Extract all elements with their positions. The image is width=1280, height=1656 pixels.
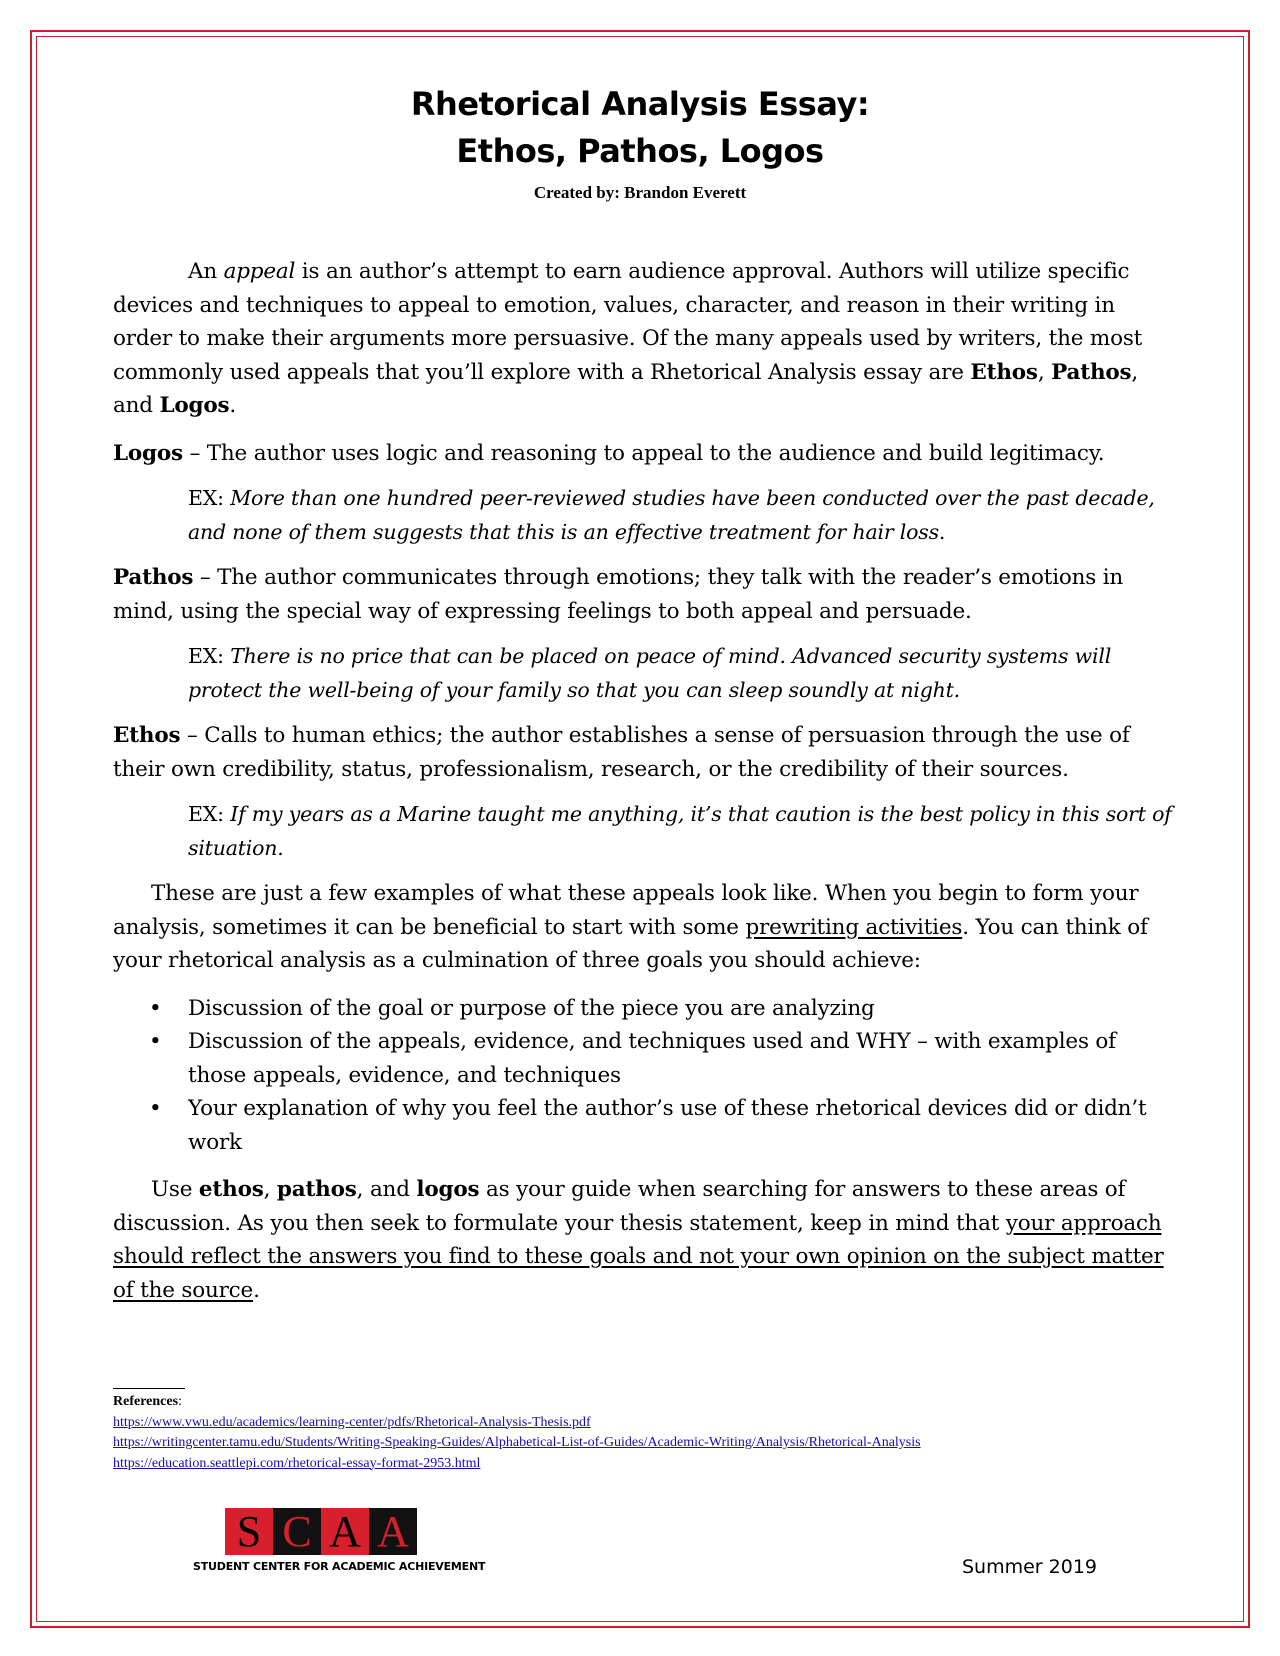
pathos-definition (113, 561, 1173, 628)
pathos-example (188, 640, 1173, 707)
intro-separator: , and (113, 359, 1139, 418)
closing-pathos-term: pathos (276, 1177, 357, 1202)
intro-separator: , (1037, 359, 1052, 385)
ethos-term: Ethos (113, 723, 181, 748)
list-item (113, 1092, 1173, 1159)
list-item (113, 992, 1173, 1026)
references-heading (113, 1392, 1193, 1413)
intro-pathos-term: Pathos (1051, 359, 1132, 385)
logo-letter: A (369, 1508, 417, 1555)
logos-term: Logos (113, 440, 183, 466)
ethos-definition (113, 719, 1173, 786)
logos-definition-text: – The author uses logic and reasoning to appeal to the audience and build legitimacy. (182, 440, 1105, 466)
goals-intro-paragraph (113, 877, 1173, 978)
pathos-example-text: There is no price that can be placed on peace of mind. Advanced security systems will protect the well-being of your family so that you can sleep soundly at night. (188, 644, 1112, 702)
example-label: EX (188, 486, 218, 510)
logos-definition (113, 437, 1173, 471)
bullet-icon: • (149, 1029, 162, 1054)
bullet-icon: • (149, 995, 162, 1021)
closing-text-start: Use (151, 1177, 199, 1202)
reference-link-tamu[interactable]: https://writingcenter.tamu.edu/Students/Writing-Speaking-Guides/Alphabetical-List-of-Guides/Academic-Writing/Analysis/Rhetorical-Analysis (113, 1435, 921, 1450)
publication-date: Summer 2019 (962, 1556, 1098, 1578)
closing-ethos-term: ethos (198, 1177, 264, 1202)
example-label: EX (188, 802, 218, 826)
reference-link-vwu[interactable]: https://www.vwu.edu/academics/learning-center/pdfs/Rhetorical-Analysis-Thesis.pdf (113, 1414, 591, 1430)
appeal-term: appeal (223, 259, 296, 284)
intro-ethos-term: Ethos (970, 359, 1038, 385)
closing-end: . (253, 1277, 260, 1303)
references-colon: : (178, 1394, 182, 1409)
ethos-example-text: If my years as a Marine taught me anything, it’s that caution is the best policy in this sort of situation. (188, 802, 1172, 860)
footnote-divider (113, 1388, 185, 1389)
logo-letter: S (225, 1508, 273, 1555)
goals-list (113, 992, 1173, 1160)
page-title-line2: Ethos, Pathos, Logos (456, 132, 824, 170)
example-label: EX (188, 644, 218, 668)
pathos-term: Pathos (113, 565, 194, 590)
logo-letter: C (273, 1508, 321, 1555)
intro-paragraph (113, 255, 1173, 423)
scaa-logo (225, 1508, 417, 1555)
reference-link-seattlepi[interactable]: https://education.seattlepi.com/rhetorical-essay-format-2953.html (113, 1455, 481, 1471)
prewriting-activities-link[interactable]: prewriting activities (745, 914, 963, 940)
intro-text-main: is an author’s attempt to earn audience approval. Authors will utilize specific devices and techniques to appeal to emotion, values, character, and reason in their writing in order to make their arguments more persuasive. Of the many appeals used by writers, the most commonly used appeals that you’ll explore with a Rhetorical Analysis essay are (113, 259, 1143, 385)
logo-letter: A (321, 1508, 369, 1555)
goal-text: Discussion of the appeals, evidence, and techniques used and WHY – with examples of those appeals, evidence, and techniques (188, 1029, 1116, 1088)
goals-intro-text-end: . You can think of your rhetorical analysis as a culmination of three goals you should achieve: (113, 914, 1148, 973)
example-colon: : (217, 486, 231, 510)
goal-text: Discussion of the goal or purpose of the piece you are analyzing (188, 995, 875, 1021)
closing-text-main: as your guide when searching for answers to these areas of discussion. As you then seek to formulate your thesis statement, keep in mind that (113, 1177, 1126, 1236)
logos-example-text: More than one hundred peer-reviewed studies have been conducted over the past decade, and none of them suggests that this is an effective treatment for hair loss. (188, 486, 1155, 544)
goal-text: Your explanation of why you feel the author’s use of these rhetorical devices did or didn’t work (188, 1096, 1147, 1155)
pathos-definition-text: – The author communicates through emotions; they talk with the reader’s emotions in mind, using the special way of expressing feelings to both appeal and persuade. (113, 565, 1124, 624)
list-item (113, 1025, 1173, 1092)
closing-separator: , (263, 1177, 277, 1202)
closing-logos-term: logos (416, 1177, 480, 1202)
references-section (113, 1392, 1193, 1474)
goals-intro-text: These are just a few examples of what these appeals look like. When you begin to form your analysis, sometimes it can be beneficial to start with some (113, 881, 1139, 940)
closing-separator: , and (356, 1177, 417, 1202)
references-title: References (113, 1394, 179, 1409)
intro-logos-term: Logos (159, 393, 230, 418)
document-body (113, 255, 1173, 1307)
page-title-line1: Rhetorical Analysis Essay: (410, 85, 870, 123)
closing-paragraph (113, 1173, 1173, 1307)
intro-text-start: An (188, 259, 224, 284)
author-byline: Created by: Brandon Everett (533, 183, 747, 202)
ethos-example (188, 798, 1173, 865)
thesis-advice-underlined: your approach should reflect the answers you find to these goals and not your own opinion on the subject matter of the source (113, 1210, 1164, 1303)
example-colon: : (217, 802, 231, 826)
intro-end: . (229, 393, 237, 418)
example-colon: : (217, 644, 231, 668)
logos-example (188, 482, 1173, 549)
ethos-definition-text: – Calls to human ethics; the author establishes a sense of persuasion through the use of their own credibility, status, professionalism, research, or the credibility of their sources. (113, 723, 1130, 782)
bullet-icon: • (149, 1096, 162, 1121)
logo-subtitle: STUDENT CENTER FOR ACADEMIC ACHIEVEMENT (193, 1560, 486, 1573)
